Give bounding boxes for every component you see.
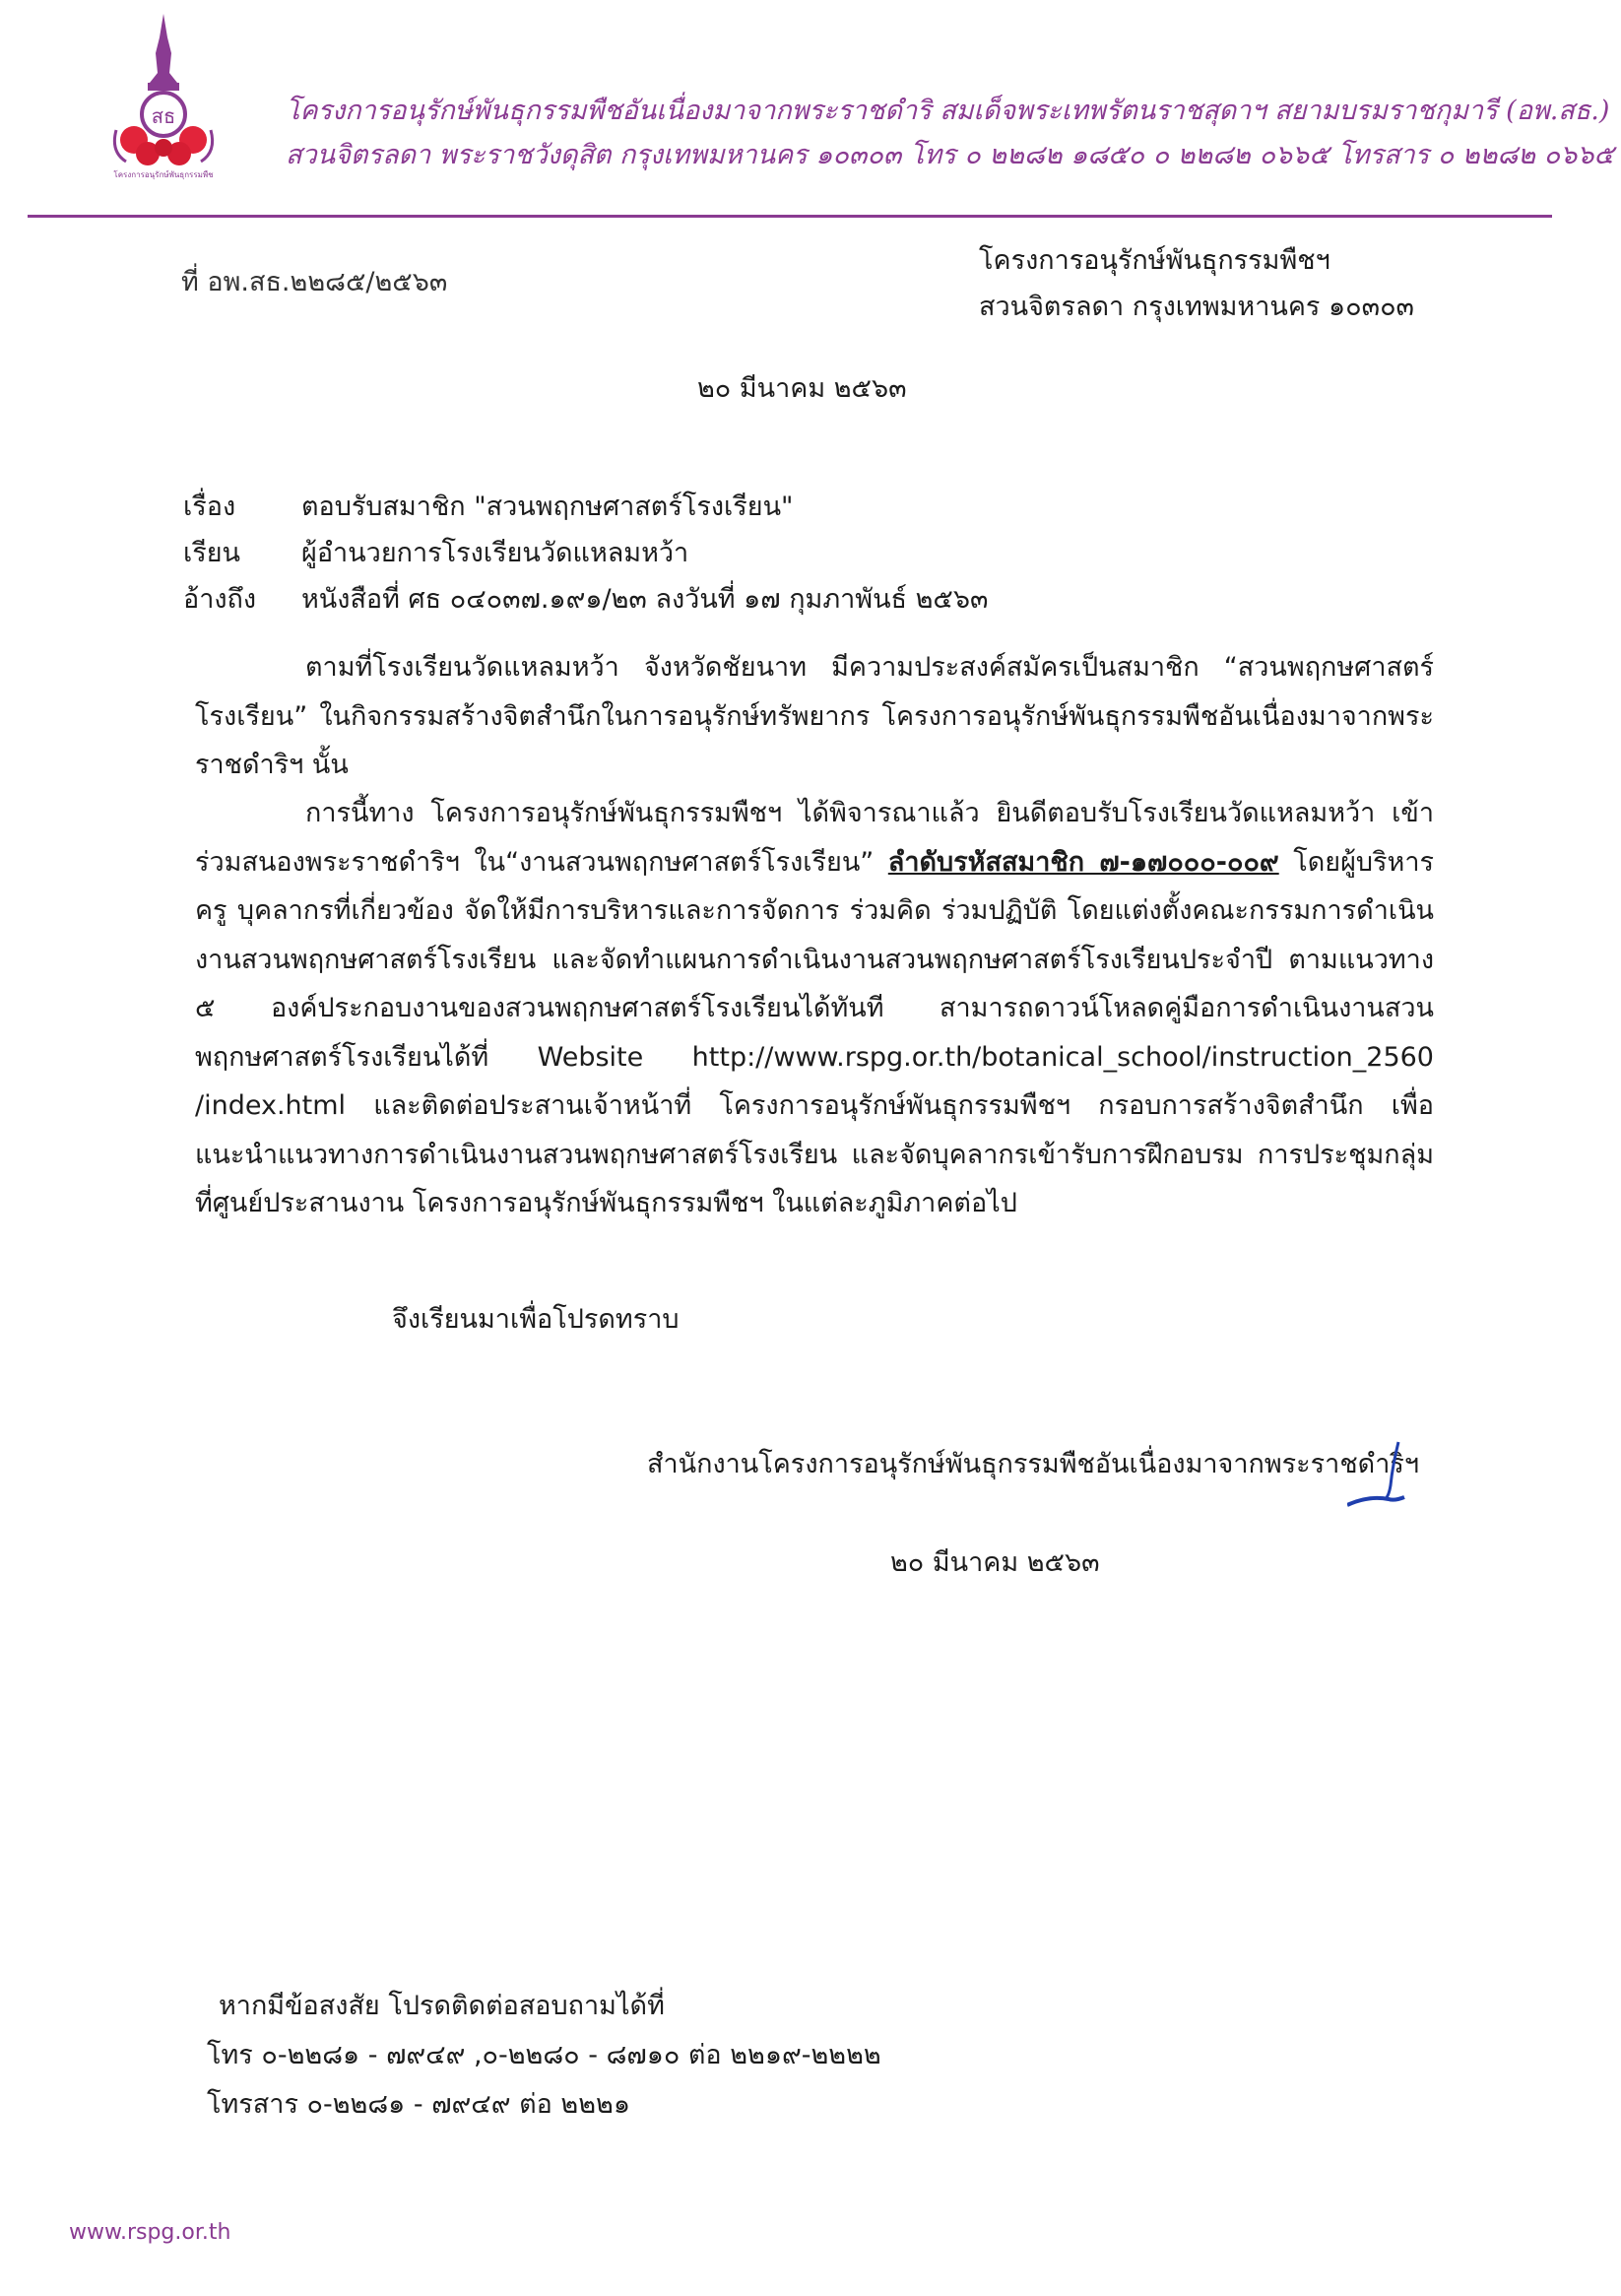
header-line-1: โครงการอนุรักษ์พันธุกรรมพืชอันเนื่องมาจากพระราชดำริ สมเด็จพระเทพรัตนราชสุดาฯ สยามบรมราชกุมารี (อพ.สธ.)	[286, 96, 1610, 126]
body-paragraph-1: ตามที่โรงเรียนวัดแหลมหว้า จังหวัดชัยนาท มีความประสงค์สมัครเป็นสมาชิก “สวนพฤกษศาสตร์โรงเรียน” ในกิจกรรมสร้างจิตสำนึกในการอนุรักษ์ทรัพยากร โครงการอนุรักษ์พันธุกรรมพืชอันเนื่องมาจากพระราชดำริฯ นั้น	[195, 652, 1434, 780]
logo-monogram: สธ	[151, 104, 176, 128]
reference-value: หนังสือที่ ศธ ๐๔๐๓๗.๑๙๑/๒๓ ลงวันที่ ๑๗ กุมภาพันธ์ ๒๕๖๓	[301, 584, 989, 615]
signature	[1347, 1436, 1426, 1515]
contact-intro: หากมีข้อสงสัย โปรดติดต่อสอบถามได้ที่	[219, 1991, 665, 2021]
signature-mark-icon	[1347, 1436, 1426, 1515]
rspg-emblem-icon	[108, 14, 219, 183]
signing-date: ๒๐ มีนาคม ๒๕๖๓	[890, 1547, 1100, 1578]
reference-number: ที่ อพ.สธ.๒๒๘๕/๒๕๖๓	[181, 267, 448, 297]
paragraph-2-details: โดยผู้บริหาร ครู บุคลากรที่เกี่ยวข้อง จัดให้มีการบริหารและการจัดการ ร่วมคิด ร่วมปฏิบัติ โดยแต่งตั้งคณะกรรมการดำเนินงานสวนพฤกษศาสตร์โรงเรียน และจัดทำแผนการดำเนินงานสวนพฤกษศาสตร์โรงเรียนประจำปี ตามแนวทาง ๕ องค์ประกอบงานของสวนพฤกษศาสตร์โรงเรียนได้ทันที สามารถดาวน์โหลดคู่มือการดำเนินงานสวนพฤกษศาสตร์โรงเรียนได้ที่ Website http://www.rspg.or.th/botanical_school/instruction_2560 /index.html และติดต่อประสานเจ้าหน้าที่ โครงการอนุรักษ์พันธุกรรมพืชฯ กรอบการสร้างจิตสำนึก เพื่อแนะนำแนวทางการดำเนินงานสวนพฤกษศาสตร์โรงเรียน และจัดบุคลากรเข้ารับการฝึกอบรม การประชุมกลุ่ม ที่ศูนย์ประสานงาน โครงการอนุรักษ์พันธุกรรมพืชฯ ในแต่ละภูมิภาคต่อไป	[195, 846, 1434, 1218]
logo-caption: โครงการอนุรักษ์พันธุกรรมพืช	[113, 170, 214, 179]
member-code: ลำดับรหัสสมาชิก ๗-๑๗๐๐๐-๐๐๙	[887, 846, 1279, 878]
signing-office: สำนักงานโครงการอนุรักษ์พันธุกรรมพืชอันเนื่องมาจากพระราชดำริฯ	[647, 1449, 1420, 1479]
header-divider	[28, 215, 1552, 218]
paragraph-2-intro: การนี้ทาง โครงการอนุรักษ์พันธุกรรมพืชฯ ได้พิจารณาแล้ว ยินดีตอบรับโรงเรียนวัดแหลมหว้า เข้าร่วมสนองพระราชดำริฯ ใน“งานสวนพฤกษศาสตร์โรงเรียน”	[195, 798, 1434, 878]
body-paragraph-2	[195, 789, 1434, 1228]
contact-fax: โทรสาร ๐-๒๒๘๑ - ๗๙๔๙ ต่อ ๒๒๒๑	[207, 2089, 630, 2120]
sender-address-line-1: โครงการอนุรักษ์พันธุกรรมพืชฯ	[979, 245, 1330, 276]
footer-website: www.rspg.or.th	[69, 2220, 231, 2245]
rspg-logo	[108, 14, 219, 183]
reference-label: อ้างถึง	[183, 584, 257, 615]
closing-line: จึงเรียนมาเพื่อโปรดทราบ	[392, 1304, 680, 1335]
subject-label: เรื่อง	[183, 492, 236, 522]
recipient-value: ผู้อำนวยการโรงเรียนวัดแหลมหว้า	[301, 538, 689, 568]
sender-address-line-2: สวนจิตรลดา กรุงเทพมหานคร ๑๐๓๐๓	[979, 292, 1415, 322]
contact-phone: โทร ๐-๒๒๘๑ - ๗๙๔๙ ,๐-๒๒๘๐ - ๘๗๑๐ ต่อ ๒๒๑๙-๒๒๒๒	[207, 2040, 881, 2070]
recipient-label: เรียน	[183, 538, 241, 568]
header-line-2: สวนจิตรลดา พระราชวังดุสิต กรุงเทพมหานคร ๑๐๓๐๓ โทร ๐ ๒๒๘๒ ๑๘๕๐ ๐ ๒๒๘๒ ๐๖๖๕ โทรสาร ๐ ๒๒๘๒ ๐๖๖๕	[286, 140, 1614, 170]
subject-value: ตอบรับสมาชิก "สวนพฤกษศาสตร์โรงเรียน"	[301, 492, 794, 522]
letter-date: ๒๐ มีนาคม ๒๕๖๓	[697, 373, 907, 404]
